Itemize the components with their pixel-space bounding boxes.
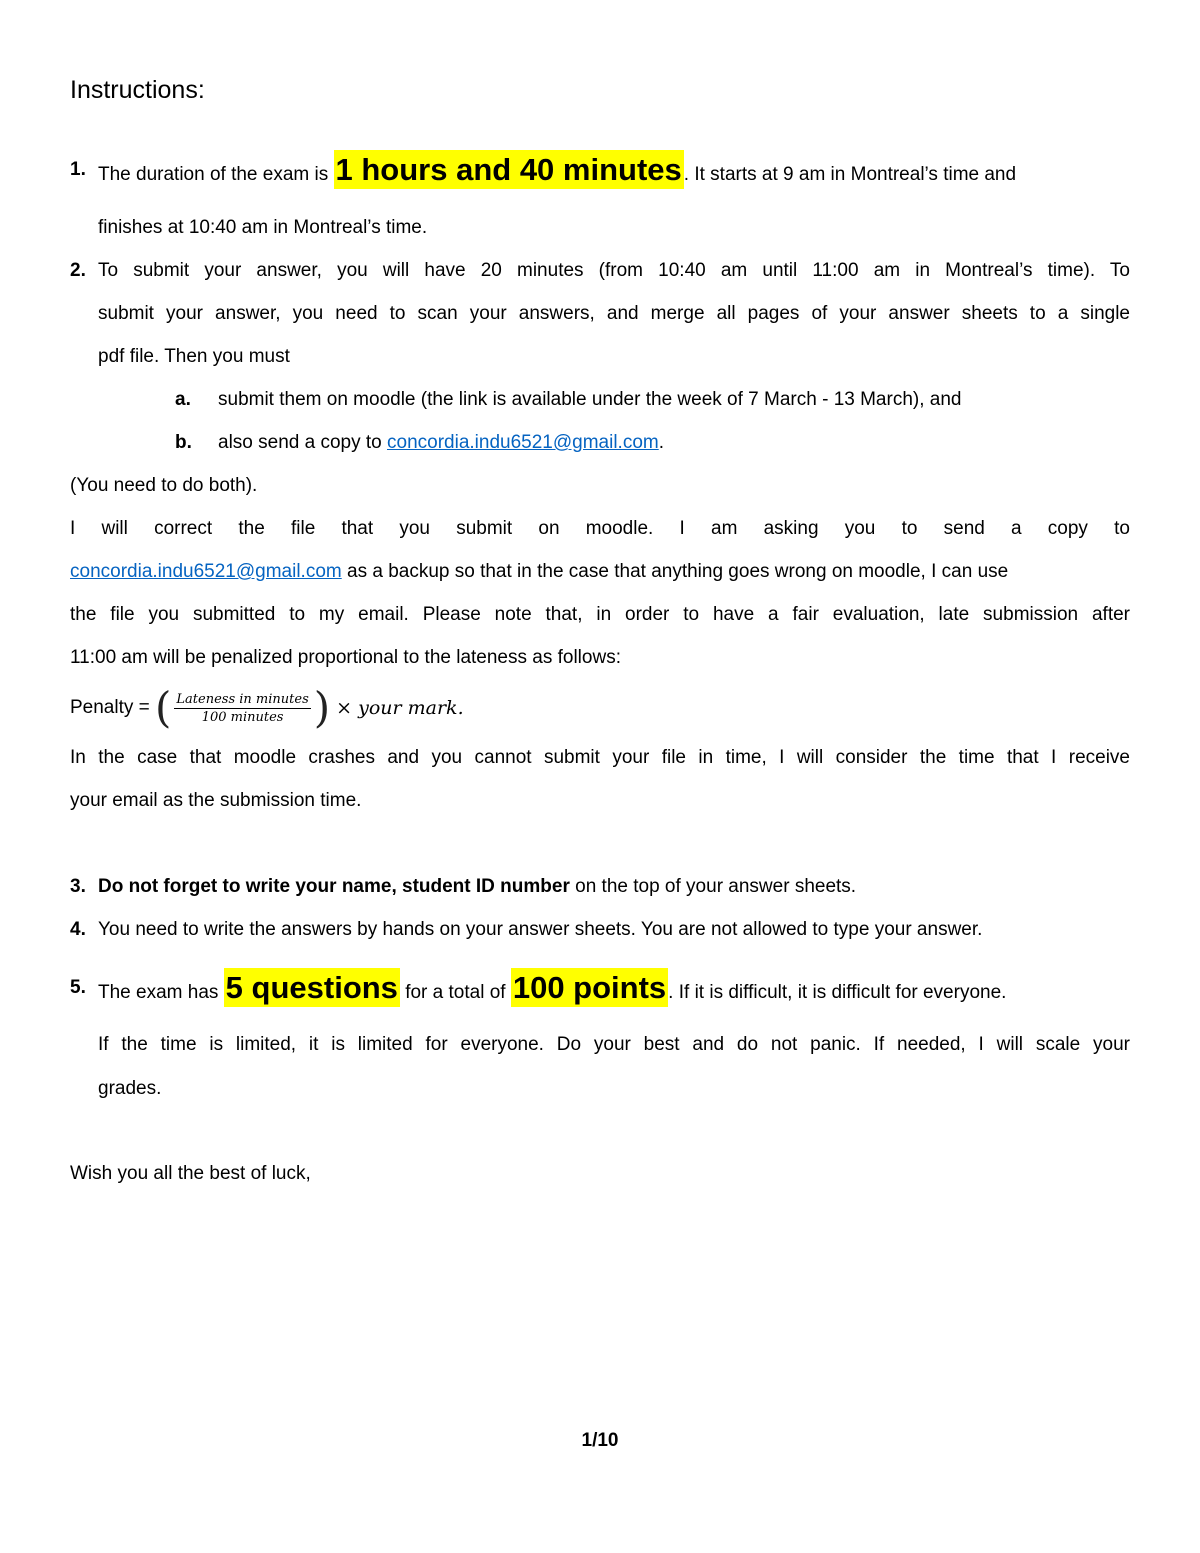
item-3-text (98, 874, 1130, 900)
sub-item-b-letter: b. (175, 432, 192, 453)
item-2-line-3: pdf file. Then you must (98, 346, 290, 367)
page-title: Instructions: (70, 76, 205, 104)
item-1-line-1 (98, 150, 1130, 195)
item-1-text-post: . It starts at 9 am in Montreal’s time and (683, 164, 1017, 185)
penalty-tail: × your mark. (336, 697, 464, 719)
questions-highlight: 5 questions (225, 970, 398, 1005)
item-5-line-2: If the time is limited, it is limited for everyone. Do your best and do not panic. If needed, I will scale your (98, 1034, 1130, 1055)
correct-paragraph-line-2 (70, 559, 1130, 585)
sub-item-a-letter: a. (175, 389, 191, 410)
item-5-number: 5. (70, 977, 86, 998)
sub-item-b-text (218, 430, 664, 456)
item-5-line-3: grades. (98, 1078, 162, 1099)
left-paren: ( (155, 683, 172, 732)
sub-item-b-post: . (658, 432, 664, 453)
email-link[interactable]: concordia.indu6521@gmail.com (387, 432, 659, 453)
item-1-text-pre: The duration of the exam is (98, 164, 334, 185)
correct-paragraph-line-2-rest: as a backup so that in the case that anything goes wrong on moodle, I can use (341, 561, 1009, 582)
penalty-label: Penalty = (70, 697, 156, 718)
item-3-rest: on the top of your answer sheets. (569, 876, 857, 897)
item-3-bold: Do not forget to write your name, student ID number (98, 876, 570, 897)
both-note: (You need to do both). (70, 475, 258, 496)
fraction-denominator: 100 minutes (201, 709, 284, 725)
penalty-formula (70, 684, 464, 732)
item-4-number: 4. (70, 919, 86, 940)
item-5-post: . If it is difficult, it is difficult for everyone. (668, 982, 1007, 1003)
item-5-pre: The exam has (98, 982, 224, 1003)
crash-paragraph-line-2: your email as the submission time. (70, 790, 362, 811)
item-3-number: 3. (70, 876, 86, 897)
item-1-number: 1. (70, 159, 86, 180)
item-5-mid: for a total of (399, 982, 511, 1003)
penalty-fraction (174, 692, 310, 725)
correct-paragraph-line-3: the file you submitted to my email. Please note that, in order to have a fair evaluation, late submission after (70, 604, 1130, 625)
item-1-line-2: finishes at 10:40 am in Montreal’s time. (98, 217, 428, 238)
correct-paragraph-line-1: I will correct the file that you submit on moodle. I am asking you to send a copy to (70, 518, 1130, 539)
right-paren: ) (313, 683, 331, 732)
sub-item-b-pre: also send a copy to (218, 432, 387, 453)
points-highlight: 100 points (512, 970, 667, 1005)
email-link-2[interactable]: concordia.indu6521@gmail.com (70, 561, 342, 582)
correct-paragraph-line-4: 11:00 am will be penalized proportional to the lateness as follows: (70, 647, 621, 668)
item-2-line-1: To submit your answer, you will have 20 minutes (from 10:40 am until 11:00 am in Montreal’s time). To (98, 260, 1130, 281)
crash-paragraph-line-1: In the case that moodle crashes and you cannot submit your file in time, I will consider the time that I receive (70, 747, 1130, 768)
item-4-text: You need to write the answers by hands on your answer sheets. You are not allowed to type your answer. (98, 919, 983, 940)
duration-highlight: 1 hours and 40 minutes (335, 152, 682, 187)
fraction-numerator: Lateness in minutes (176, 691, 309, 707)
item-2-line-2: submit your answer, you need to scan your answers, and merge all pages of your answer sheets to a single (98, 303, 1130, 324)
sub-item-a-text: submit them on moodle (the link is available under the week of 7 March - 13 March), and (218, 389, 962, 410)
page-number: 1/10 (581, 1430, 619, 1451)
closing-line: Wish you all the best of luck, (70, 1163, 311, 1184)
item-5-line-1 (98, 968, 1130, 1013)
item-2-number: 2. (70, 260, 86, 281)
